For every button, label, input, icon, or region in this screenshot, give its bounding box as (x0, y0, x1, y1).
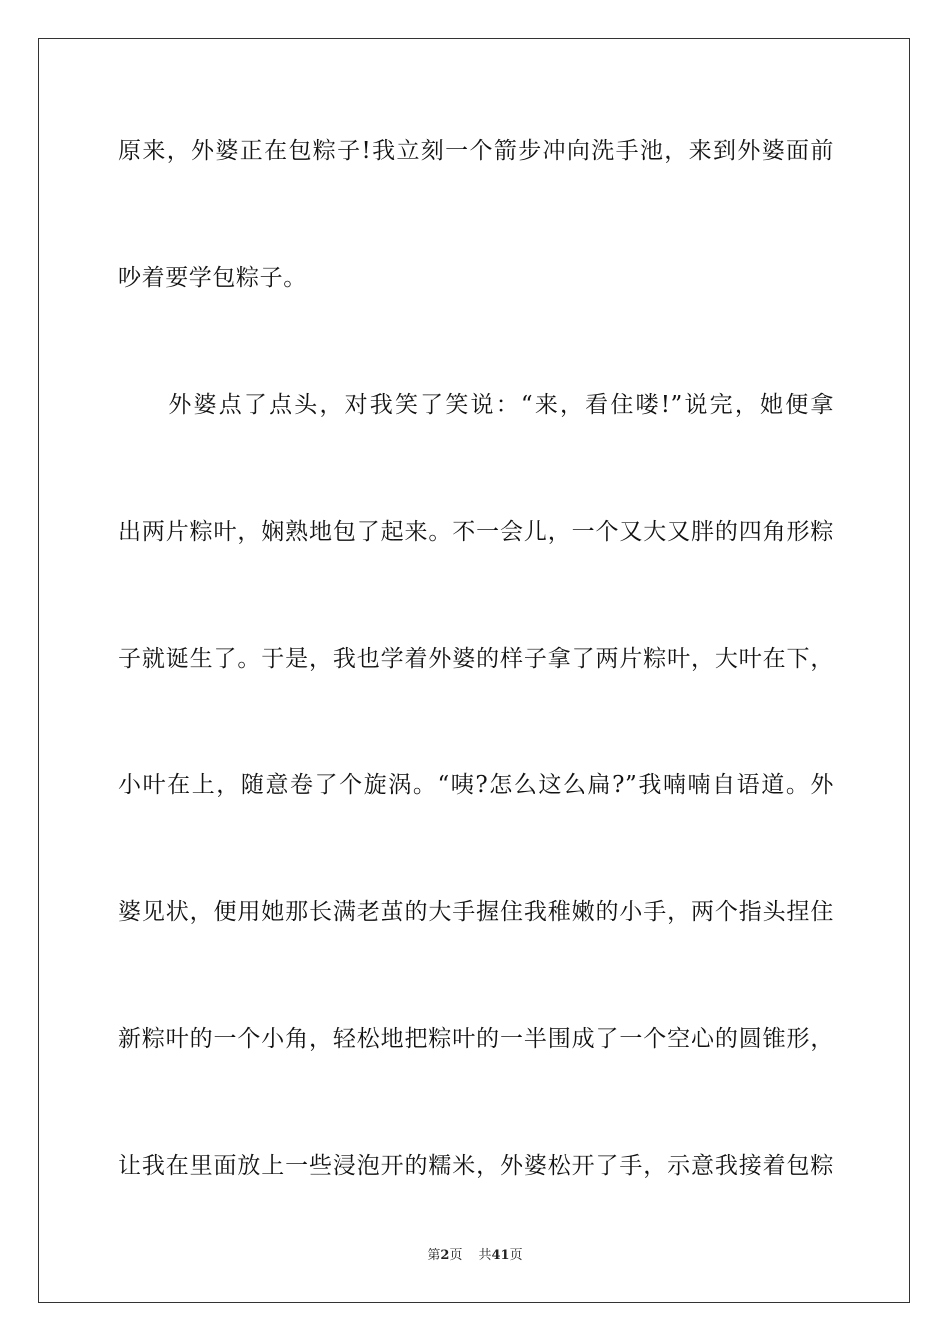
page-current: 2 (440, 1248, 450, 1263)
page-suffix: 页 (449, 1248, 463, 1263)
total-prefix: 共 (478, 1248, 492, 1263)
page-prefix: 第 (427, 1248, 441, 1263)
text-line: 婆见状，便用她那长满老茧的大手握住我稚嫩的小手，两个指头捏住 (118, 899, 834, 925)
text-line: 外婆点了点头，对我笑了笑说：“来，看住喽!”说完，她便拿 (118, 392, 834, 418)
text-line: 子就诞生了。于是，我也学着外婆的样子拿了两片粽叶，大叶在下， (118, 646, 834, 672)
total-suffix: 页 (509, 1248, 523, 1263)
text-line: 吵着要学包粽子。 (118, 265, 307, 291)
page-footer (0, 1247, 950, 1265)
text-line: 小叶在上，随意卷了个旋涡。“咦?怎么这么扁?”我喃喃自语道。外 (118, 772, 834, 798)
page-total: 41 (491, 1248, 510, 1263)
text-line: 新粽叶的一个小角，轻松地把粽叶的一半围成了一个空心的圆锥形， (118, 1026, 834, 1052)
text-line: 让我在里面放上一些浸泡开的糯米，外婆松开了手，示意我接着包粽 (118, 1153, 834, 1179)
text-line: 出两片粽叶，娴熟地包了起来。不一会儿，一个又大又胖的四角形粽 (118, 519, 834, 545)
text-line: 原来，外婆正在包粽子!我立刻一个箭步冲向洗手池，来到外婆面前 (118, 138, 834, 164)
